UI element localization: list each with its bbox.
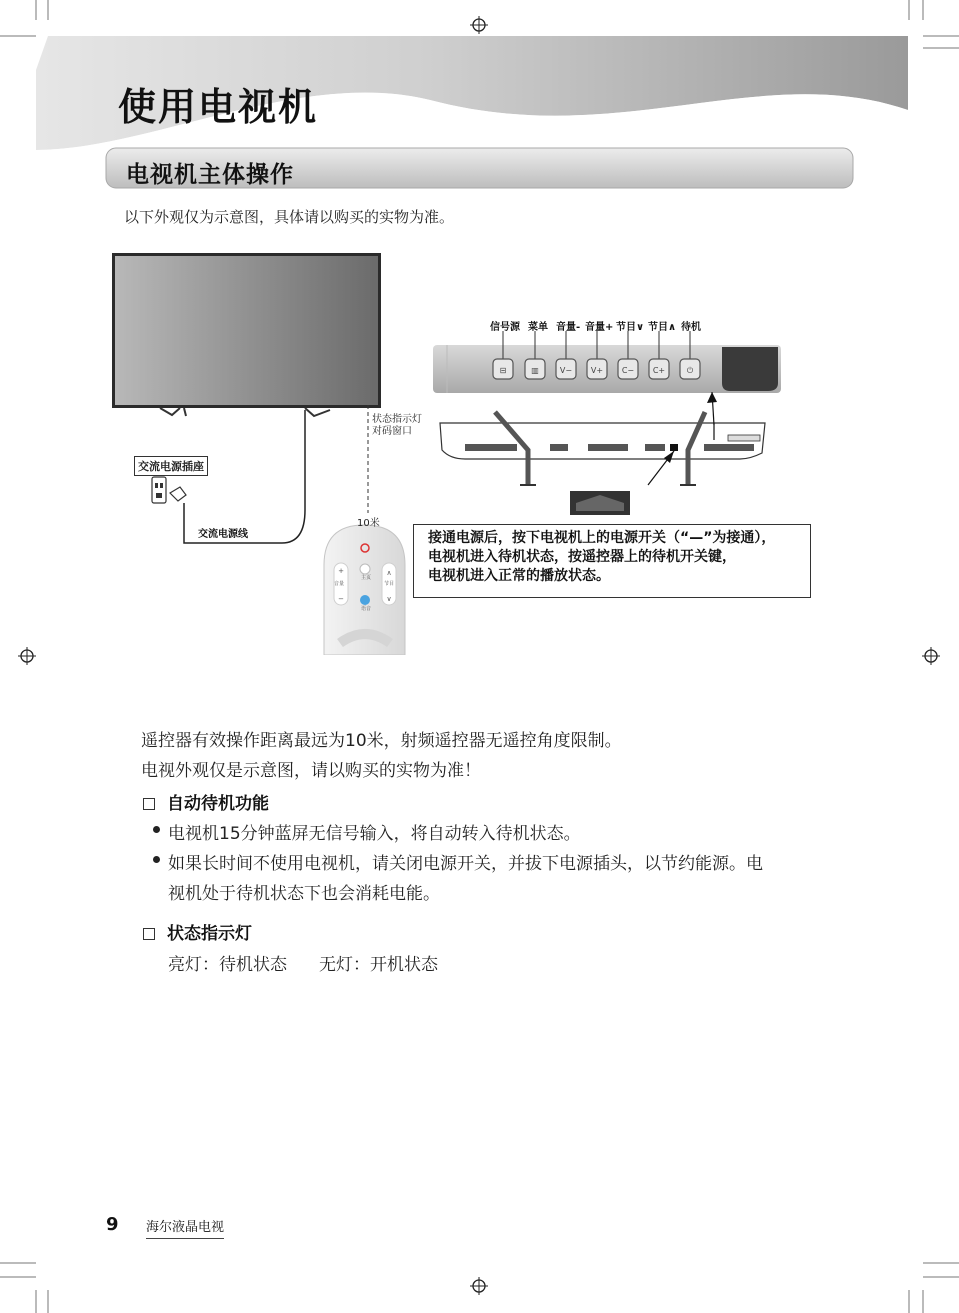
notice-line-3: 电视机进入正常的播放状态。 — [428, 568, 610, 584]
volume-up-icon-glyph: V+ — [590, 366, 604, 375]
remote-label-volume: 音量 — [334, 581, 345, 587]
channel-up-icon-glyph: C+ — [652, 366, 666, 375]
distance-label: 10米 — [357, 518, 380, 529]
svg-text:∧: ∧ — [386, 569, 392, 577]
section-title: 电视机主体操作 — [126, 162, 294, 188]
svg-text:−: − — [338, 595, 344, 603]
label-channel-down: 节目∨ — [616, 322, 645, 333]
input-icon-glyph: ⊟ — [499, 366, 507, 375]
indicator-label: 状态指示灯 — [372, 414, 422, 425]
bullet-2-line-2: 视机处于待机状态下也会消耗电能。 — [168, 884, 440, 904]
power-icon-glyph: ⏻ — [686, 366, 694, 375]
label-channel-up: 节目∧ — [648, 322, 677, 333]
remote-range-text: 遥控器有效操作距离最远为10米，射频遥控器无遥控角度限制。 — [141, 731, 622, 751]
tv-front — [112, 253, 381, 416]
status-on-text: 亮灯：待机状态 — [168, 955, 287, 975]
remote-label-home: 主页 — [361, 575, 372, 581]
remote-control-icon — [324, 525, 405, 655]
menu-icon-glyph: ▥ — [531, 366, 539, 375]
notice-line-1: 接通电源后，按下电视机上的电源开关（“—”为接通）， — [428, 530, 776, 546]
pairing-window-label: 对码窗口 — [372, 426, 412, 437]
remote-label-voice: 语音 — [361, 606, 372, 612]
label-standby: 待机 — [681, 322, 701, 333]
label-volume-down: 音量- — [556, 322, 581, 333]
remote-label-channel: 节目 — [384, 581, 395, 587]
label-input: 信号源 — [490, 322, 520, 333]
bullet-icon — [153, 826, 160, 833]
ac-cord-label: 交流电源线 — [198, 529, 248, 540]
ac-socket-label: 交流电源插座 — [134, 456, 208, 476]
page-title: 使用电视机 — [118, 85, 319, 129]
power-on-notice — [413, 524, 811, 598]
notice-line-2: 电视机进入待机状态，按遥控器上的待机开关键， — [428, 549, 736, 565]
svg-text:∨: ∨ — [386, 595, 392, 603]
auto-standby-heading: 自动待机功能 — [143, 789, 269, 814]
volume-down-icon-glyph: V− — [559, 366, 573, 375]
checkbox-icon — [143, 798, 155, 810]
bullet-2-line-1: 如果长时间不使用电视机，请关闭电源开关，并拔下电源插头，以节约能源。电 — [168, 854, 763, 874]
ac-socket-icon — [152, 477, 186, 503]
checkbox-icon — [143, 928, 155, 940]
label-menu: 菜单 — [528, 322, 548, 333]
appearance-note: 电视外观仅是示意图，请以购买的实物为准！ — [141, 761, 481, 781]
channel-down-icon-glyph: C− — [621, 366, 635, 375]
intro-text: 以下外观仅为示意图，具体请以购买的实物为准。 — [124, 208, 455, 226]
page-number: 9 — [106, 1214, 119, 1235]
label-volume-up: 音量+ — [585, 322, 614, 333]
svg-text:+: + — [338, 567, 344, 575]
status-indicator-heading: 状态指示灯 — [143, 919, 252, 944]
footer-brand: 海尔液晶电视 — [146, 1216, 224, 1239]
bullet-1: 电视机15分钟蓝屏无信号输入，将自动转入待机状态。 — [168, 824, 581, 844]
status-off-text: 无灯：开机状态 — [319, 955, 438, 975]
bullet-icon — [153, 856, 160, 863]
tv-bottom-view — [440, 392, 765, 515]
